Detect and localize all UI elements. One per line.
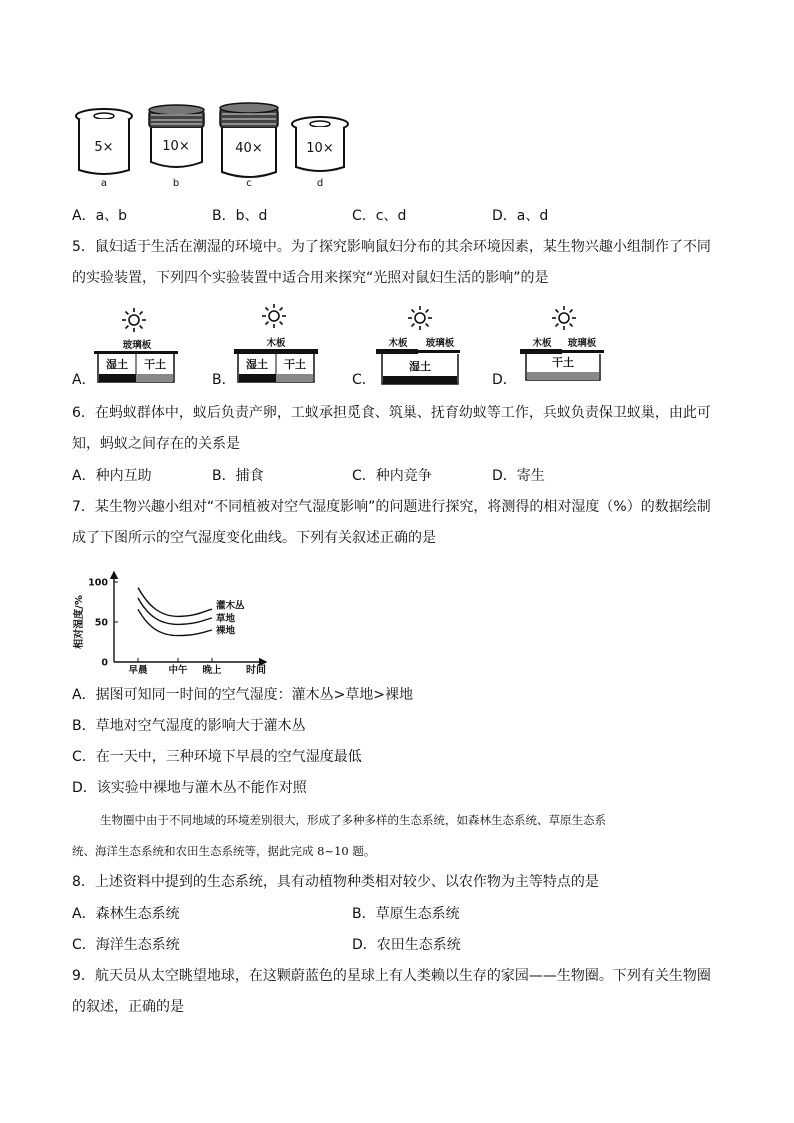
q5-device-b (232, 300, 324, 388)
q8-option-a: A．森林生态系统 (72, 906, 180, 922)
q5-device-c-letter: C． (352, 372, 376, 388)
series-line-0 (138, 588, 212, 617)
lens-b-tag: b (172, 178, 180, 189)
q8-option-c: C．海洋生态系统 (72, 937, 180, 953)
x-tick-label: 中午 (168, 665, 188, 676)
lens-d (292, 117, 348, 189)
q6-stem-line1: 6．在蚂蚁群体中，蚁后负责产卵，工蚁承担觅食、筑巢、抚育幼蚁等工作，兵蚁负责保卫蚁巢，由此可 (72, 405, 711, 421)
q6-option-a: A．种内互助 (72, 468, 152, 484)
series-label-2: 裸地 (216, 625, 236, 637)
series-label-0: 灌木丛 (216, 600, 245, 612)
x-tick-label: 晚上 (202, 665, 222, 676)
q5-d-soil-label: 干土 (552, 356, 574, 369)
sun-icon (122, 308, 146, 332)
sun-icon (552, 306, 576, 330)
q5-device-c (374, 304, 466, 388)
q5-stem-line2: 的实验装置，下列四个实验装置中适合用来探究“光照对鼠妇生活的影响”的是 (72, 270, 549, 286)
q7-option-c: C．在一天中，三种环境下早晨的空气湿度最低 (72, 749, 362, 765)
q5-b-cover-label: 木板 (266, 338, 286, 349)
q5-c-soil-label: 湿土 (409, 360, 431, 373)
lens-d-mag: 10× (306, 141, 334, 156)
q6-option-d: D．寄生 (492, 468, 545, 484)
q4-option-c: C．c、d (352, 208, 407, 224)
x-tick-label: 早晨 (128, 665, 148, 676)
q4-option-b: B．b、d (212, 208, 268, 224)
q5-c-cover-left-label: 木板 (388, 338, 408, 349)
q9-stem-line2: 的叙述，正确的是 (72, 999, 184, 1015)
q5-device-d-letter: D． (492, 372, 517, 388)
q5-b-left-label: 湿土 (246, 358, 268, 371)
q7-option-a: A．据图可知同一时间的空气湿度：灌木丛>草地>裸地 (72, 687, 414, 703)
y-tick-label: 100 (88, 577, 108, 589)
q5-d-cover-left-label: 木板 (532, 338, 552, 349)
lens-figure (70, 102, 360, 190)
series-line-1 (138, 598, 212, 624)
q7-stem-line2: 成了下图所示的空气湿度变化曲线。下列有关叙述正确的是 (72, 530, 436, 546)
q5-c-cover-right-label: 玻璃板 (425, 338, 455, 349)
q5-stem-line1: 5．鼠妇适于生活在潮湿的环境中。为了探究影响鼠妇分布的其余环境因素，某生物兴趣小组制作了不同 (72, 239, 711, 255)
lens-b (149, 105, 204, 189)
q6-option-c: C．种内竞争 (352, 468, 432, 484)
lens-a-mag: 5× (94, 140, 114, 155)
series-label-1: 草地 (216, 613, 236, 625)
y-tick-label: 50 (94, 617, 108, 629)
q5-a-right-label: 干土 (144, 358, 166, 371)
lens-c-mag: 40× (235, 141, 263, 156)
q5-a-cover-label: 玻璃板 (122, 340, 152, 351)
q5-device-d (518, 304, 610, 388)
lens-a-tag: a (100, 178, 108, 189)
q6-option-b: B．捕食 (212, 468, 264, 484)
sun-icon (408, 306, 432, 330)
q5-device-b-letter: B． (212, 372, 236, 388)
y-axis-label: 相对湿度/% (74, 595, 85, 649)
q4-option-a: A．a、b (72, 208, 128, 224)
lens-b-mag: 10× (162, 139, 190, 154)
humidity-chart (70, 566, 280, 676)
q8-stem: 8．上述资料中提到的生态系统，具有动植物种类相对较少、以农作物为主等特点的是 (72, 874, 599, 890)
q8-option-d: D．农田生态系统 (352, 937, 461, 953)
passage-line1: 生物圈中由于不同地域的环境差别很大，形成了多种多样的生态系统，如森林生态系统、草原生态系 (100, 813, 606, 827)
q5-a-left-label: 湿土 (106, 358, 128, 371)
x-axis-label: 时间 (246, 665, 266, 676)
q8-option-b: B．草原生态系统 (352, 906, 460, 922)
q5-d-cover-right-label: 玻璃板 (567, 338, 597, 349)
q9-stem-line1: 9．航天员从太空眺望地球，在这颗蔚蓝色的星球上有人类赖以生存的家园——生物圈。下列有关生物圈 (72, 968, 711, 984)
lens-d-tag: d (316, 178, 324, 189)
q5-device-a-letter: A． (72, 372, 96, 388)
q7-option-d: D．该实验中裸地与灌木丛不能作对照 (72, 780, 307, 796)
q7-stem-line1: 7．某生物兴趣小组对“不同植被对空气湿度影响”的问题进行探究，将测得的相对湿度（%）的数据绘制 (72, 499, 711, 515)
lens-c (220, 103, 278, 189)
y-tick-label: 0 (101, 657, 108, 669)
passage-line2: 统、海洋生态系统和农田生态系统等，据此完成 8~10 题。 (72, 844, 376, 858)
q4-option-d: D．a、d (492, 208, 549, 224)
lens-a (76, 109, 132, 189)
lens-c-tag: c (246, 178, 252, 189)
q5-b-right-label: 干土 (284, 358, 306, 371)
q7-option-b: B．草地对空气湿度的影响大于灌木丛 (72, 718, 306, 734)
q6-stem-line2: 知，蚂蚁之间存在的关系是 (72, 436, 240, 452)
q5-device-a (92, 306, 184, 388)
sun-icon (262, 304, 286, 328)
